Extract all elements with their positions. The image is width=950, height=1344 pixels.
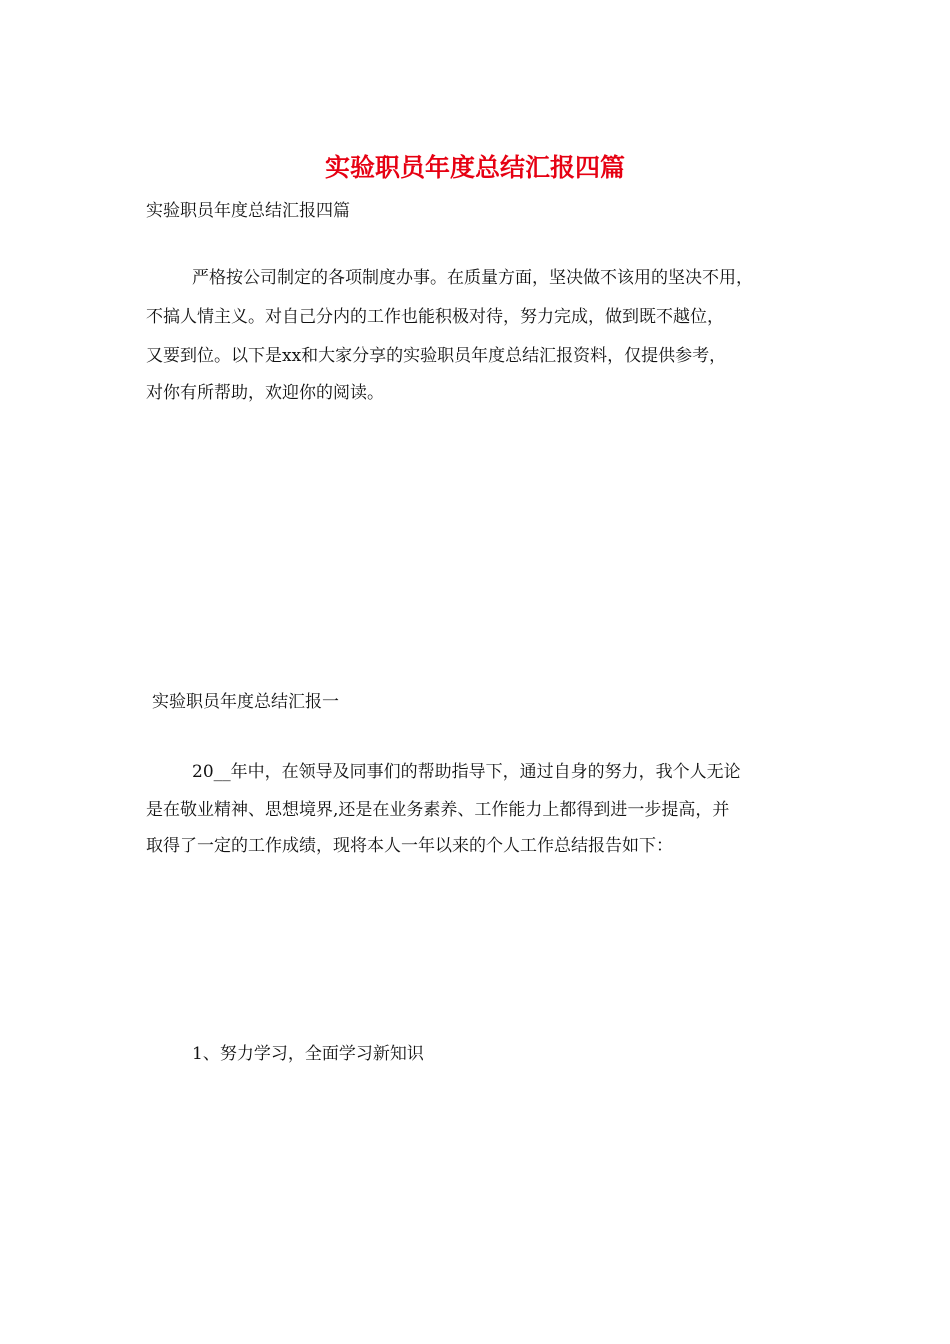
intro-line-4: 对你有所帮助，欢迎你的阅读。 (146, 383, 384, 403)
intro-line-1: 严格按公司制定的各项制度办事。在质量方面，坚决做不该用的坚决不用， (192, 268, 753, 288)
intro-line-2: 不搞人情主义。对自己分内的工作也能积极对待，努力完成，做到既不越位， (146, 307, 724, 327)
section-one-item-1: 1、努力学习，全面学习新知识 (192, 1044, 424, 1064)
document-subtitle: 实验职员年度总结汇报四篇 (146, 201, 350, 221)
section-one-line-3: 取得了一定的工作成绩，现将本人一年以来的个人工作总结报告如下： (146, 836, 673, 856)
section-one-heading: 实验职员年度总结汇报一 (152, 692, 339, 712)
section-one-line-1: 20__年中，在领导及同事们的帮助指导下，通过自身的努力，我个人无论 (192, 762, 741, 782)
intro-line-3: 又要到位。以下是xx和大家分享的实验职员年度总结汇报资料，仅提供参考， (146, 346, 727, 366)
section-one-line-2: 是在敬业精神、思想境界,还是在业务素养、工作能力上都得到进一步提高，并 (146, 800, 730, 820)
document-title: 实验职员年度总结汇报四篇 (324, 153, 625, 182)
